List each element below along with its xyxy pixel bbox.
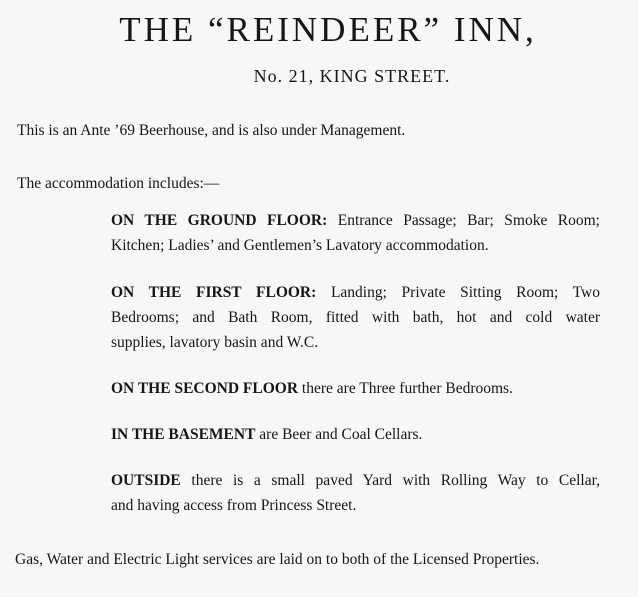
services-footer: Gas, Water and Electric Light services are laid on to both of the Licensed Properties. [15, 551, 540, 568]
first-floor-text-2: Bedrooms; and Bath Room, fitted with bath, hot and cold water [111, 309, 600, 326]
section-first-floor [111, 280, 600, 355]
outside-text-1: there is a small paved Yard with Rolling Way to Cellar, [191, 472, 600, 489]
second-floor-text: there are Three further Bedrooms. [301, 380, 513, 397]
ground-floor-heading: ON THE GROUND FLOOR: [111, 212, 328, 229]
basement-text: are Beer and Coal Cellars. [259, 426, 423, 443]
section-ground-floor [111, 208, 600, 258]
ground-floor-text-1: Entrance Passage; Bar; Smoke Room; [337, 212, 600, 229]
outside-heading: OUTSIDE [111, 472, 181, 489]
ground-floor-line-1 [111, 208, 600, 233]
ground-floor-text-2: Kitchen; Ladies’ and Gentlemen’s Lavatory accommodation. [111, 237, 489, 254]
section-basement [111, 422, 600, 447]
basement-heading: IN THE BASEMENT [111, 426, 256, 443]
accommodation-lead: The accommodation includes:— [17, 175, 220, 192]
second-floor-heading: ON THE SECOND FLOOR [111, 380, 299, 397]
section-outside [111, 468, 600, 518]
intro-paragraph: This is an Ante ’69 Beerhouse, and is also under Management. [17, 122, 406, 139]
inn-address: No. 21, KING STREET. [253, 66, 451, 86]
outside-text-2: and having access from Princess Street. [111, 497, 357, 514]
inn-title: THE “REINDEER” INN, [119, 10, 537, 49]
first-floor-text-3: supplies, lavatory basin and W.C. [111, 334, 319, 351]
section-second-floor [111, 376, 600, 401]
outside-line-1 [111, 468, 600, 493]
first-floor-heading: ON THE FIRST FLOOR: [111, 284, 317, 301]
first-floor-line-1 [111, 280, 600, 305]
first-floor-text-1: Landing; Private Sitting Room; Two [330, 284, 600, 301]
